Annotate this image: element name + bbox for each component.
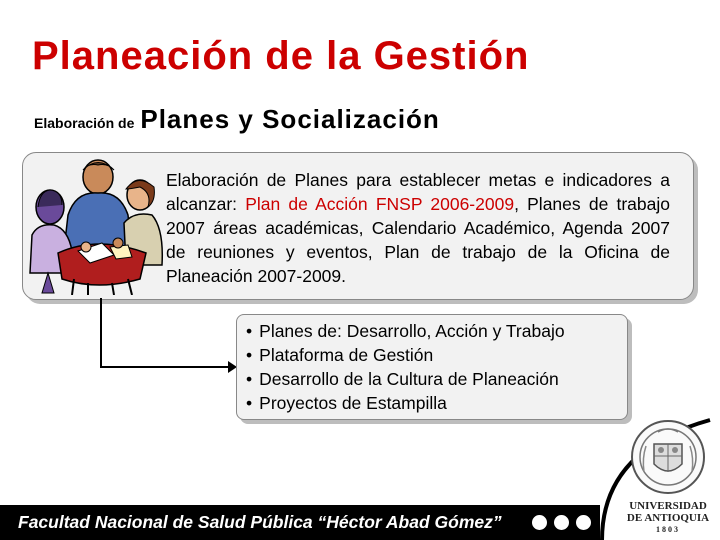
meeting-people-icon	[28, 155, 168, 295]
university-name	[616, 500, 720, 536]
university-year: 1803	[656, 525, 680, 534]
list-item: • Proyectos de Estampilla	[246, 391, 565, 415]
description-highlight: Plan de Acción FNSP 2006-2009	[245, 194, 515, 214]
university-seal-icon	[628, 418, 708, 496]
list-item: • Plataforma de Gestión	[246, 343, 565, 367]
slide-title: Planeación de la Gestión	[32, 34, 530, 78]
university-name-line1: UNIVERSIDAD	[629, 500, 707, 512]
connector-line-vertical	[100, 298, 102, 368]
description-text	[166, 168, 670, 288]
slide-subtitle	[34, 104, 440, 135]
university-name-line2: DE ANTIOQUIA	[626, 512, 710, 524]
subtitle-small: Elaboración de	[34, 115, 135, 131]
connector-line-horizontal	[100, 366, 230, 368]
list-item: • Planes de: Desarrollo, Acción y Trabajo	[246, 319, 565, 343]
footer-text: Facultad Nacional de Salud Pública “Héctor Abad Gómez”	[18, 512, 502, 532]
description-text-start: Elaboración de Planes para establecer metas e indicadores a alcanzar:	[166, 170, 670, 214]
topics-list	[246, 319, 565, 415]
footer-dot-icon	[554, 515, 569, 530]
footer-dot-icon	[532, 515, 547, 530]
footer-dot-icon	[576, 515, 591, 530]
list-item: • Desarrollo de la Cultura de Planeación	[246, 367, 565, 391]
description-text-end: , Planes de trabajo 2007 áreas académicas, Calendario Académico, Agenda 2007 de reuniones y eventos, Plan de trabajo de la Oficina de Planeación 2007-2009.	[166, 194, 670, 286]
subtitle-big: Planes y Socialización	[140, 104, 440, 134]
